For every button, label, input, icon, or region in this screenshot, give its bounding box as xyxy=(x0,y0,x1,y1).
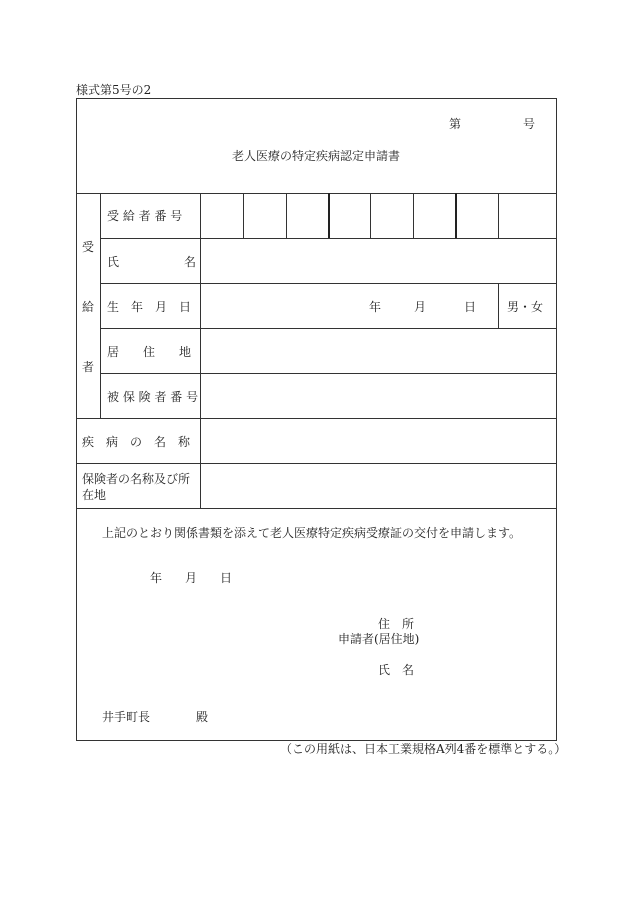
birthdate-month: 月 xyxy=(414,300,427,314)
digit-box-divider xyxy=(328,193,330,238)
digit-box-divider xyxy=(243,193,244,238)
digit-box-divider xyxy=(455,193,457,238)
residence-label: 居 住 地 xyxy=(107,345,192,359)
sex-selection: 男・女 xyxy=(507,300,544,314)
recipient-group-label-3: 者 xyxy=(82,360,95,374)
birthdate-label: 生 年 月 日 xyxy=(107,300,192,314)
addressee: 井手町長 xyxy=(102,710,151,724)
applicant-name-label: 氏 名 xyxy=(378,663,415,677)
digit-box-divider xyxy=(413,193,414,238)
application-date-month: 月 xyxy=(185,571,198,585)
form-title: 老人医療の特定疾病認定申請書 xyxy=(232,149,401,163)
name-label-left: 氏 xyxy=(107,255,120,269)
divider xyxy=(100,328,556,329)
divider xyxy=(498,283,499,328)
application-number-prefix: 第 xyxy=(449,117,462,131)
form-number: 様式第5号の2 xyxy=(76,83,152,97)
divider xyxy=(100,283,556,284)
digit-box-divider xyxy=(286,193,287,238)
disease-name-label: 疾 病 の 名 称 xyxy=(82,435,191,449)
birthdate-year: 年 xyxy=(369,300,382,314)
application-date-year: 年 xyxy=(150,571,163,585)
addressee-honorific: 殿 xyxy=(196,710,209,724)
insurer-label-line1: 保険者の名称及び所 xyxy=(82,472,191,486)
form-frame xyxy=(76,98,557,741)
beneficiary-number-label: 受 給 者 番 号 xyxy=(107,209,183,223)
insurer-label-line2: 在地 xyxy=(82,488,107,502)
birthdate-day: 日 xyxy=(464,300,477,314)
divider xyxy=(100,193,101,418)
application-date-day: 日 xyxy=(220,571,233,585)
application-number-suffix: 号 xyxy=(523,117,536,131)
digit-box-divider xyxy=(498,193,499,238)
applicant-address-label: 住 所 xyxy=(378,617,415,631)
digit-box-divider xyxy=(370,193,371,238)
application-statement: 上記のとおり関係書類を添えて老人医療特定疾病受療証の交付を申請します。 xyxy=(102,526,522,540)
recipient-group-label-2: 給 xyxy=(82,300,95,314)
name-label-right: 名 xyxy=(184,255,197,269)
applicant-label: 申請者(居住地) xyxy=(338,632,420,646)
divider xyxy=(76,508,556,509)
divider xyxy=(200,193,201,508)
insured-number-label: 被 保 険 者 番 号 xyxy=(107,390,199,404)
divider xyxy=(76,463,556,464)
divider xyxy=(100,373,556,374)
footnote: （この用紙は、日本工業規格A列4番を標準とする。） xyxy=(280,742,567,756)
divider xyxy=(76,193,556,194)
divider xyxy=(100,238,556,239)
divider xyxy=(76,418,556,419)
recipient-group-label-1: 受 xyxy=(82,240,95,254)
